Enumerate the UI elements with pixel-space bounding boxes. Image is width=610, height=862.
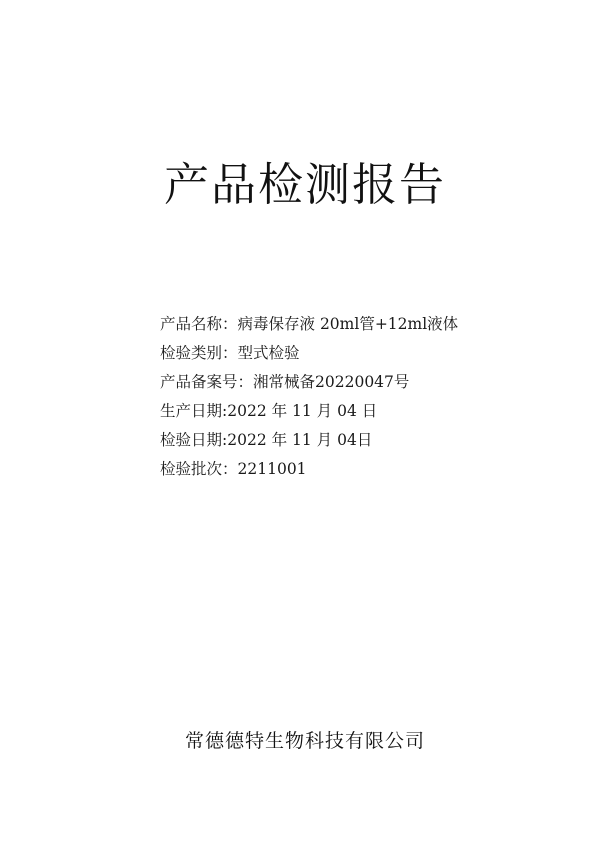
meta-label-inspection-type: 检验类别： — [160, 344, 238, 362]
page-title: 产品检测报告 — [163, 158, 446, 211]
meta-label-production-date: 生产日期: — [160, 402, 228, 420]
meta-value-production-date: 2022 年 11 月 04 日 — [227, 402, 378, 420]
meta-value-inspection-type: 型式检验 — [237, 344, 300, 362]
meta-label-inspection-date: 检验日期: — [160, 431, 228, 449]
meta-row — [160, 426, 560, 455]
meta-value-inspection-date: 2022 年 11 月 04日 — [227, 431, 373, 449]
product-meta-block — [160, 310, 560, 484]
meta-value-record-number: 湘常械备20220047号 — [253, 373, 410, 391]
meta-label-batch-number: 检验批次： — [160, 460, 238, 478]
meta-row — [160, 397, 560, 426]
meta-row — [160, 368, 560, 397]
meta-value-product-name: 病毒保存液 20ml管+12ml液体 — [237, 315, 459, 333]
meta-row — [160, 310, 560, 339]
meta-row — [160, 339, 560, 368]
company-name: 常德德特生物科技有限公司 — [184, 730, 425, 752]
meta-row — [160, 455, 560, 484]
meta-label-record-number: 产品备案号： — [160, 373, 254, 391]
meta-value-batch-number: 2211001 — [237, 460, 307, 478]
meta-label-product-name: 产品名称： — [160, 315, 238, 333]
